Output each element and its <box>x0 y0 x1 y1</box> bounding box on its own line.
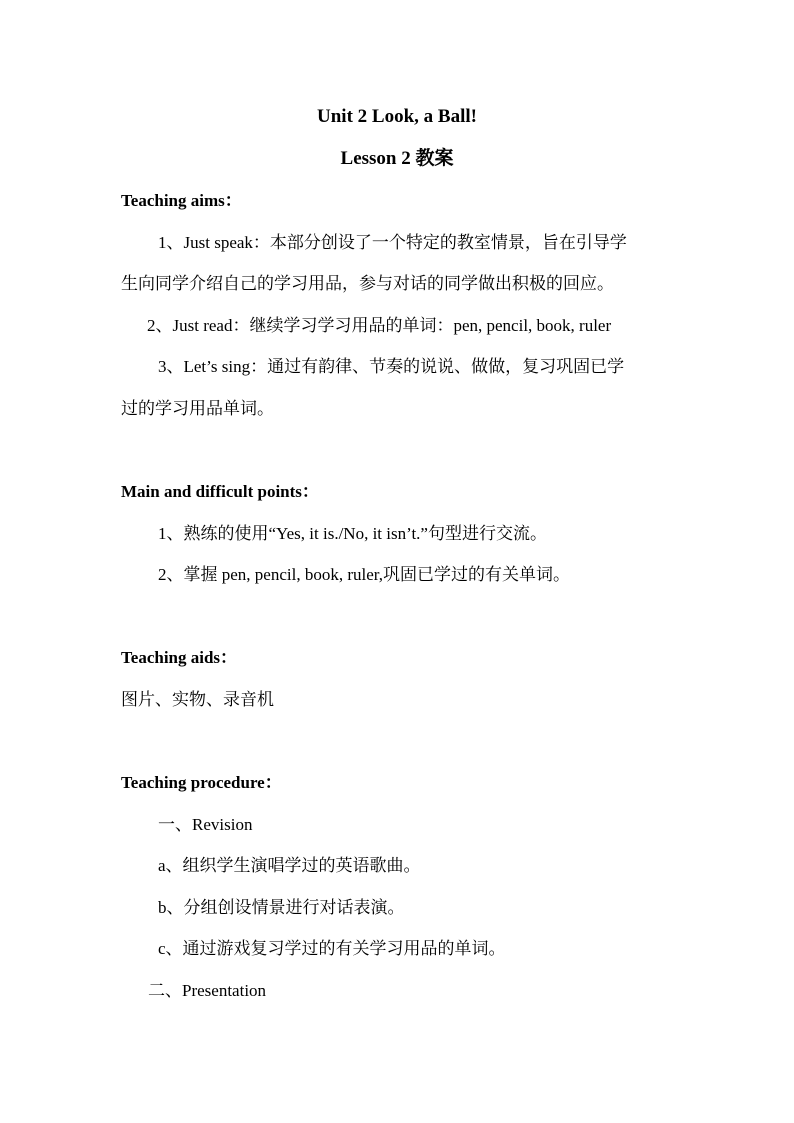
teaching-procedure-heading: Teaching procedure： <box>121 773 282 792</box>
aims-item2: 2、Just read：继续学习学习用品的单词：pen, pencil, book, ruler <box>147 316 612 335</box>
main-points-item2: 2、掌握 pen, pencil, book, ruler,巩固已学过的有关单词。 <box>158 565 570 584</box>
document-subtitle: Lesson 2 教案 <box>340 148 454 169</box>
procedure-section-presentation: 二、Presentation <box>148 981 267 1000</box>
teaching-aims-heading: Teaching aims： <box>121 191 242 210</box>
main-points-heading: Main and difficult points： <box>121 482 319 501</box>
aims-item3-line2: 过的学习用品单词。 <box>121 399 274 418</box>
aims-item1-line1: 1、Just speak：本部分创设了一个特定的教室情景，旨在引导学 <box>158 233 627 252</box>
document-title: Unit 2 Look, a Ball! <box>317 106 477 127</box>
aims-item3-line1: 3、Let’s sing：通过有韵律、节奏的说说、做做，复习巩固已学 <box>158 357 625 376</box>
aims-item1-line2: 生向同学介绍自己的学习用品，参与对话的同学做出积极的回应。 <box>121 274 614 293</box>
teaching-aids-content: 图片、实物、录音机 <box>121 690 274 709</box>
procedure-step-a: a、组织学生演唱学过的英语歌曲。 <box>158 856 421 875</box>
procedure-step-b: b、分组创设情景进行对话表演。 <box>158 898 405 917</box>
main-points-item1: 1、熟练的使用“Yes, it is./No, it isn’t.”句型进行交流。 <box>158 524 547 543</box>
procedure-section-revision: 一、Revision <box>158 815 253 834</box>
teaching-aids-heading: Teaching aids： <box>121 648 238 667</box>
procedure-step-c: c、通过游戏复习学过的有关学习用品的单词。 <box>158 939 506 958</box>
